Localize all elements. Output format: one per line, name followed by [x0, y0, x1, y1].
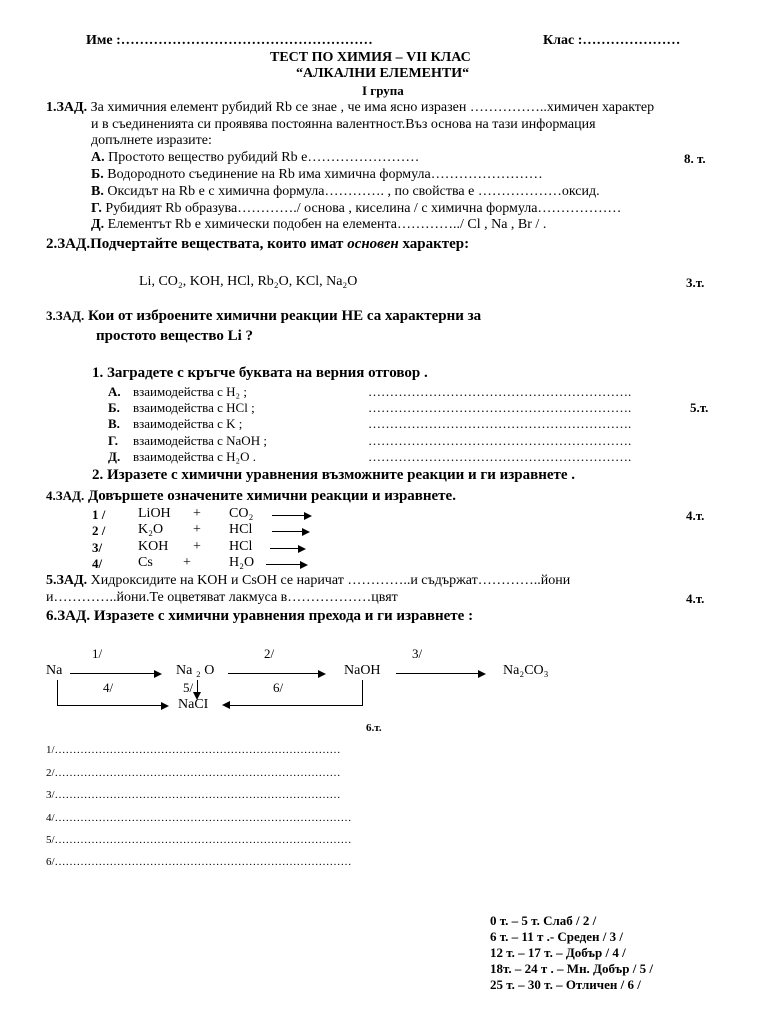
test-title: ТЕСТ ПО ХИМИЯ – VII КЛАС	[270, 50, 471, 65]
test-subtitle: “АЛКАЛНИ ЕЛЕМЕНТИ“	[296, 66, 470, 81]
task1-item-b	[91, 167, 543, 183]
task5-number: 5.ЗАД.	[46, 573, 88, 588]
option-b-text: взаимодейства с HCl ;	[133, 400, 255, 415]
class-field[interactable]: Клас :…………………	[543, 33, 681, 48]
reactant-a: K₂O	[138, 522, 164, 537]
task5-text1: Хидроксидите на KOH и CsOH се наричат …………..и съдържат…………..йони	[87, 573, 571, 588]
task5-text2: и…………..йони.Те оцветяват лакмуса в………………цвят	[46, 590, 398, 605]
answer-line[interactable]: 3/……………………………………………………………………	[46, 789, 341, 801]
step-label-2: 2/	[264, 646, 275, 661]
option-b[interactable]	[108, 400, 120, 416]
item-letter: Д.	[91, 217, 105, 232]
task1-text1: За химичния елемент рубидий Rb се знае , че има ясно изразен ……………..химичен характер	[87, 100, 655, 115]
step-label-4: 4/	[103, 680, 114, 695]
name-field[interactable]: Име :………………………………………………	[86, 33, 373, 48]
path-step-6-horizontal	[230, 705, 363, 706]
step-label-6: 6/	[273, 680, 284, 695]
item-letter: Б.	[91, 167, 104, 182]
arrow-step-3	[396, 673, 484, 674]
reactant-a: KOH	[138, 539, 169, 554]
task1-number: 1.ЗАД.	[46, 100, 88, 115]
plus-sign: +	[193, 522, 201, 537]
option-d-dots: …………………………………………………….	[368, 433, 632, 448]
grade-row: 12 т. – 17 т. – Добър / 4 /	[490, 945, 626, 960]
task3-text2: простото вещество Li ?	[96, 328, 253, 344]
task3-sub2: 2. Изразете с химични уравнения възможните реакции и ги изравнете .	[92, 467, 576, 483]
reaction-arrow	[272, 515, 310, 516]
path-step-6	[362, 680, 363, 705]
task3-points: 5.т.	[690, 400, 709, 415]
answer-line[interactable]: 4/………………………………………………………………………	[46, 812, 352, 824]
task1-text3: допълнете изразите:	[91, 133, 212, 148]
task4-text: Довършете означените химични реакции и изравнете.	[84, 488, 456, 504]
reactant-a: Cs	[138, 555, 153, 570]
option-d-text: взаимодейства с NaOH ;	[133, 433, 267, 448]
task3-sub1: 1. Заградете с кръгче буквата на верния отговор .	[92, 365, 428, 381]
answer-line[interactable]: 5/………………………………………………………………………	[46, 834, 352, 846]
path-step-4	[57, 680, 58, 705]
reactant-b: H₂O	[229, 555, 255, 570]
option-letter: Д.	[108, 449, 121, 464]
reactant-a: LiOH	[138, 506, 171, 521]
reaction-arrow	[272, 531, 308, 532]
task1-item-a	[91, 150, 419, 166]
node-na: Na	[46, 663, 63, 678]
task2-heading	[46, 236, 469, 253]
option-a-dots: …………………………………………………….	[368, 384, 632, 399]
node-na2co3: Na₂CO₃	[503, 663, 549, 678]
task2-text-b: характер:	[398, 236, 470, 252]
group-label: I група	[362, 83, 404, 98]
step-label-1: 1/	[92, 646, 103, 661]
grade-row: 18т. – 24 т . – Мн. Добър / 5 /	[490, 961, 653, 976]
plus-sign: +	[193, 539, 201, 554]
item-letter: В.	[91, 184, 104, 199]
node-na2o: Na ₂ O	[176, 663, 215, 678]
task2-text-a: Подчертайте веществата, които имат	[90, 236, 348, 252]
option-a-text: взаимодейства с H₂ ;	[133, 384, 247, 399]
task1-item-c	[91, 184, 600, 200]
option-c-text: взаимодейства с K ;	[133, 416, 243, 431]
reaction-arrow	[266, 564, 306, 565]
reaction-number: 3/	[92, 540, 103, 555]
task2-substances[interactable]: Li, CO₂, KOH, HCl, Rb₂O, KCl, Na₂O	[139, 274, 358, 289]
option-b-dots: …………………………………………………….	[368, 400, 632, 415]
task3-text1: Кои от изброените химични реакции НЕ са характерни за	[84, 308, 482, 324]
item-text: Оксидът на Rb е с химична формула…………. , по свойства е ………………оксид.	[103, 184, 600, 199]
task2-emphasis: основен	[347, 236, 399, 252]
task4-number: 4.ЗАД.	[46, 488, 85, 503]
task3-number: 3.ЗАД.	[46, 308, 85, 323]
option-letter: Г.	[108, 433, 119, 448]
reaction-number: 1 /	[92, 507, 106, 522]
item-text: Водородното съединение на Rb има химична формула……………………	[103, 167, 543, 182]
task4-points: 4.т.	[686, 508, 705, 523]
grade-row: 6 т. – 11 т .- Среден / 3 /	[490, 929, 623, 944]
item-letter: Г.	[91, 201, 102, 216]
task1-text2: и в съединенията си проявява постоянна валентност.Въз основа на тази информация	[91, 117, 596, 132]
reaction-number: 2 /	[92, 523, 106, 538]
task3-heading	[46, 308, 481, 325]
arrow-step-1	[70, 673, 160, 674]
option-e[interactable]	[108, 449, 120, 465]
reaction-arrow	[270, 548, 304, 549]
option-e-dots: …………………………………………………….	[368, 449, 632, 464]
step-label-3: 3/	[412, 646, 423, 661]
grade-row: 25 т. – 30 т. – Отличен / 6 /	[490, 977, 641, 992]
arrow-step-2	[228, 673, 324, 674]
task6-heading: 6.ЗАД. Изразете с химични уравнения прехода и ги изравнете :	[46, 608, 474, 624]
task4-heading	[46, 488, 456, 505]
option-c-dots: …………………………………………………….	[368, 416, 632, 431]
option-letter: А.	[108, 384, 121, 399]
option-c[interactable]	[108, 416, 120, 432]
task5-line1	[46, 573, 570, 589]
reactant-b: HCl	[229, 539, 253, 554]
task1-item-e	[91, 217, 546, 233]
option-e-text: взаимодейства с H₂O .	[133, 449, 256, 464]
plus-sign: +	[193, 506, 201, 521]
grade-row: 0 т. – 5 т. Слаб / 2 /	[490, 913, 597, 928]
item-text: Простото вещество рубидий Rb е……………………	[104, 150, 420, 165]
plus-sign: +	[183, 555, 191, 570]
answer-line[interactable]: 1/……………………………………………………………………	[46, 744, 341, 756]
task1-points: 8. т.	[684, 151, 706, 166]
task2-number: 2.ЗАД.	[46, 236, 91, 252]
task6-points: 6.т.	[366, 722, 382, 734]
reactant-b: CO₂	[229, 506, 254, 521]
item-letter: А.	[91, 150, 105, 165]
item-text: Рубидият Rb образува…………./ основа , киселина / с химична формула………………	[101, 201, 622, 216]
option-d[interactable]	[108, 433, 118, 449]
task1-item-d	[91, 201, 621, 217]
option-a[interactable]	[108, 384, 121, 400]
arrowhead-step-6	[222, 701, 230, 709]
reaction-number: 4/	[92, 556, 103, 571]
node-nacl: NaCI	[178, 697, 209, 712]
step-label-5: 5/	[183, 680, 194, 695]
task2-points: 3.т.	[686, 275, 705, 290]
reactant-b: HCl	[229, 522, 253, 537]
item-text: Елементът Rb е химически подобен на елемента…………../ Cl , Na , Br / .	[104, 217, 547, 232]
option-letter: Б.	[108, 400, 120, 415]
answer-line[interactable]: 6/………………………………………………………………………	[46, 856, 352, 868]
arrow-step-4	[57, 705, 167, 706]
task5-points: 4.т.	[686, 591, 705, 606]
option-letter: В.	[108, 416, 120, 431]
answer-line[interactable]: 2/……………………………………………………………………	[46, 767, 341, 779]
node-naoh: NaOH	[344, 663, 381, 678]
task1-line1	[46, 100, 654, 116]
